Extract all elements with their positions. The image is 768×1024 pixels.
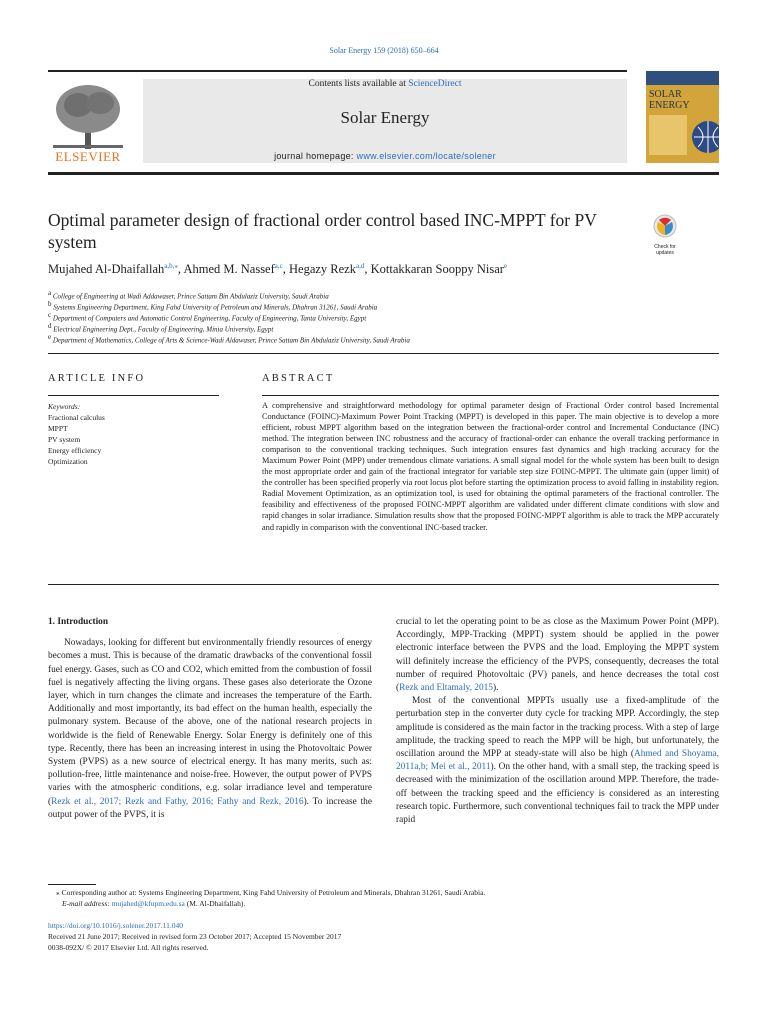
affiliation-mark: c xyxy=(48,311,52,319)
received-dates: Received 21 June 2017; Received in revised form 23 October 2017; Accepted 15 November 2017 xyxy=(48,932,342,941)
footnote-rule xyxy=(48,884,96,885)
affiliation-text: Systems Engineering Department, King Fahd University of Petroleum and Minerals, Dhahran 31261, Saudi Arabia xyxy=(53,303,378,312)
affiliation-mark: b xyxy=(48,300,52,308)
abstract-text: A comprehensive and straightforward methodology for optimal parameter design of Fractional Order control based Incremental Conductance (FOINC)-Maximum Power Point Tracking (MPPT) is developed in this paper. The main objective is to develop a more efficient, robust MPPT algorithm based on the integration between the fractional-order control and Incremental Conductance (INC) method. The integration between INC robustness and the accuracy of fractional-order can enhance the overall tracking performance in comparison to the conventional tracking techniques. Such integration ensures fast dynamics and high tracking accuracy for the Maximum Power Point (MPP) under tremendous climate variations. A small signal model for the whole system has been built to design the most appropriate order and gain of the fractional integrator for variable step size FOINC-MPPT. The ultimate gain (upper limit) of the controller has been specified properly via root locus plot before starting the optimization process to avoid falling in instability region. Radial Movement Optimization, as an optimization tool, is used for obtaining the optimal parameters of the fractional controller. The feasibility and effectiveness of the proposed FOINC-MPPT algorithm are validated under different climate conditions with slow and rapid changes in solar irradiance. Simulation results show that the proposed FOINC-MPPT algorithm is able to track the MPP accurately and rapidly in comparison with the conventional INC-based tracker. xyxy=(262,401,719,532)
doi-link[interactable]: https://doi.org/10.1016/j.solener.2017.11.040 xyxy=(48,921,183,930)
journal-cover-image xyxy=(646,71,719,163)
journal-title: Solar Energy xyxy=(340,108,430,127)
author-separator: , xyxy=(364,262,371,277)
paragraph xyxy=(396,695,719,827)
keyword-item: MPPT xyxy=(48,424,68,433)
author-affiliation-marks[interactable]: a,c xyxy=(274,262,283,270)
author-affiliation-marks[interactable]: e xyxy=(503,262,508,270)
elsevier-logo xyxy=(48,79,128,165)
section-heading-introduction: 1. Introduction xyxy=(48,617,109,627)
citation-link[interactable]: Ahmed and Shoyama, 2011a,b; Mei et al., 2011 xyxy=(396,749,720,773)
affiliation-e xyxy=(48,333,728,344)
contents-prefix: Contents lists available at xyxy=(308,79,406,89)
author-name[interactable]: Ahmed M. Nassef xyxy=(183,262,275,277)
keywords-label: Keywords: xyxy=(48,402,81,411)
paragraph xyxy=(396,616,719,695)
article-info-heading: ARTICLE INFO xyxy=(48,373,146,384)
author-separator: , xyxy=(282,262,289,277)
body-column-right xyxy=(396,616,719,827)
globe-icon xyxy=(690,119,719,157)
paragraph-text: crucial to let the operating point to be as close as the Maximum Power Point (MPP). Accordingly, MPP-Tracking (MPPT) system should be applied in the power electronic interface between the PVPS and the load. Employing the MPPT system will definitely increase the efficiency of the PVPS, consequently, decreases the total number of required Photovoltaic (PV) panels, and hence decreases the total cost ( xyxy=(396,617,719,694)
check-updates-label: Check for updates xyxy=(654,244,676,256)
abstract-bottom-rule xyxy=(48,584,719,585)
cover-title: SOLAR ENERGY xyxy=(649,89,690,111)
paragraph-text: ). On the other hand, with a small step, the tracking speed is decreased with the minimization of the oscillation around MPP. Therefore, the trade-off between the tracking speed and the efficiency is considered as an interesting research topic. Furthermore, such conventional techniques fail to track the MPP under rapid xyxy=(396,762,719,826)
email-note xyxy=(62,899,245,908)
email-link[interactable]: mujahed@kfupm.edu.sa xyxy=(111,899,185,908)
homepage-link[interactable]: www.elsevier.com/locate/solener xyxy=(356,151,496,161)
paragraph-text: ). To increase the output power of the PVPS, it is xyxy=(48,796,372,820)
paragraph xyxy=(48,637,372,822)
sciencedirect-link[interactable]: ScienceDirect xyxy=(408,79,462,89)
paragraph-text: Most of the conventional MPPTs usually use a fixed-amplitude of the perturbation step in the converter duty cycle for tracking MPP. Accordingly, the step amplitude is considered as the main factor in the tracking process. With a step of large amplitude, the tracking speed to reach the MPP will be high, but unfortunately, the oscillation around the MPP at steady-state will also be high ( xyxy=(396,696,719,760)
journal-citation[interactable]: Solar Energy 159 (2018) 650–664 xyxy=(329,46,439,55)
keyword-item: Energy efficiency xyxy=(48,446,102,455)
affiliation-b xyxy=(48,300,728,311)
affiliation-mark: e xyxy=(48,333,52,341)
elsevier-wordmark: ELSEVIER xyxy=(55,149,121,164)
abstract-heading: ABSTRACT xyxy=(262,373,335,384)
front-matter-rule xyxy=(48,353,719,354)
affiliation-text: Department of Computers and Automatic Control Engineering, Faculty of Engineering, Tanta University, Egypt xyxy=(52,314,367,323)
keyword-item: PV system xyxy=(48,435,81,444)
affiliation-text: College of Engineering at Wadi Addawaser, Prince Sattam Bin Abdulaziz University, Saudi Arabia xyxy=(52,292,329,301)
author-separator: , xyxy=(177,262,184,277)
email-suffix: (M. Al-Dhaifallah). xyxy=(186,899,246,908)
author-name[interactable]: Mujahed Al-Dhaifallah xyxy=(48,262,165,277)
author-affiliation-marks[interactable]: a,d xyxy=(355,262,365,270)
homepage-prefix: journal homepage: xyxy=(274,151,354,161)
article-info-rule xyxy=(48,395,219,396)
cover-top-band xyxy=(646,71,719,85)
journal-homepage xyxy=(143,151,627,161)
paragraph-text: ). xyxy=(492,683,499,694)
header-bottom-rule xyxy=(48,172,719,175)
affiliation-text: Electrical Engineering Dept., Faculty of Engineering, Minia University, Egypt xyxy=(53,325,274,334)
citation-link[interactable]: Rezk and Eltamaly, 2015 xyxy=(399,683,493,694)
keyword-item: Optimization xyxy=(48,457,88,466)
cover-text-block xyxy=(649,115,687,155)
affiliation-c xyxy=(48,311,728,322)
affiliation-mark: d xyxy=(48,322,52,330)
affiliation-mark: a xyxy=(48,289,52,297)
check-updates-badge[interactable] xyxy=(647,213,683,256)
paragraph-text: Nowadays, looking for different but environmentally friendly resources of energy becomes a must. This is because of the dramatic drawbacks of the conventional fossil fuel energy. Gases, such as CO and CO2, which emitted from the combustion of fossil fuel is negatively affecting the living organs. These gases also deteriorate the Ozone layer, which in turn changes the climate and increases the temperature of the Earth. Additionally and most importantly, its bad effect on the human health, especially the pulmonary system. Because of the above, one of the national research projects in worldwide is the field of Renewable Energy. Solar Energy is definitely one of this type. Recently, there has been an increasing interest in using the Photovoltaic Power System (PVPS) as a new source of electrical energy. It has many merits, such as: pollution-free, little maintenance and noise-free. However, the output power of PVPS varies with the atmospheric conditions, e.g. solar irradiance level and temperature ( xyxy=(48,638,372,807)
affiliation-d xyxy=(48,322,728,333)
email-label: E-mail address: xyxy=(62,899,110,908)
keyword-item: Fractional calculus xyxy=(48,413,105,422)
author-list xyxy=(48,262,728,277)
abstract-rule xyxy=(262,395,719,396)
contents-line xyxy=(143,79,627,89)
article-title: Optimal parameter design of fractional order control based INC-MPPT for PV system xyxy=(48,210,597,252)
citation-link[interactable]: Rezk et al., 2017; Rezk and Fathy, 2016; Fathy and Rezk, 2016 xyxy=(51,796,304,807)
corresponding-author-note: ⁎ Corresponding author at: Systems Engineering Department, King Fahd University of Petroleum and Minerals, Dhahran 31261, Saudi Arabia. xyxy=(56,888,486,897)
check-updates-icon xyxy=(647,213,683,239)
copyright-notice: 0038-092X/ © 2017 Elsevier Ltd. All rights reserved. xyxy=(48,943,209,952)
affiliation-text: Department of Mathematics, College of Arts & Science-Wadi Aldawaser, Prince Sattam Bin Abdulaziz University, Saudi Arabia xyxy=(52,336,410,345)
header-top-rule xyxy=(48,70,627,72)
author-name[interactable]: Hegazy Rezk xyxy=(289,262,356,277)
affiliation-a xyxy=(48,289,728,300)
author-name[interactable]: Kottakkaran Sooppy Nisar xyxy=(370,262,504,277)
body-column-left xyxy=(48,616,372,822)
author-affiliation-marks[interactable]: a,b,⁎ xyxy=(164,262,178,270)
